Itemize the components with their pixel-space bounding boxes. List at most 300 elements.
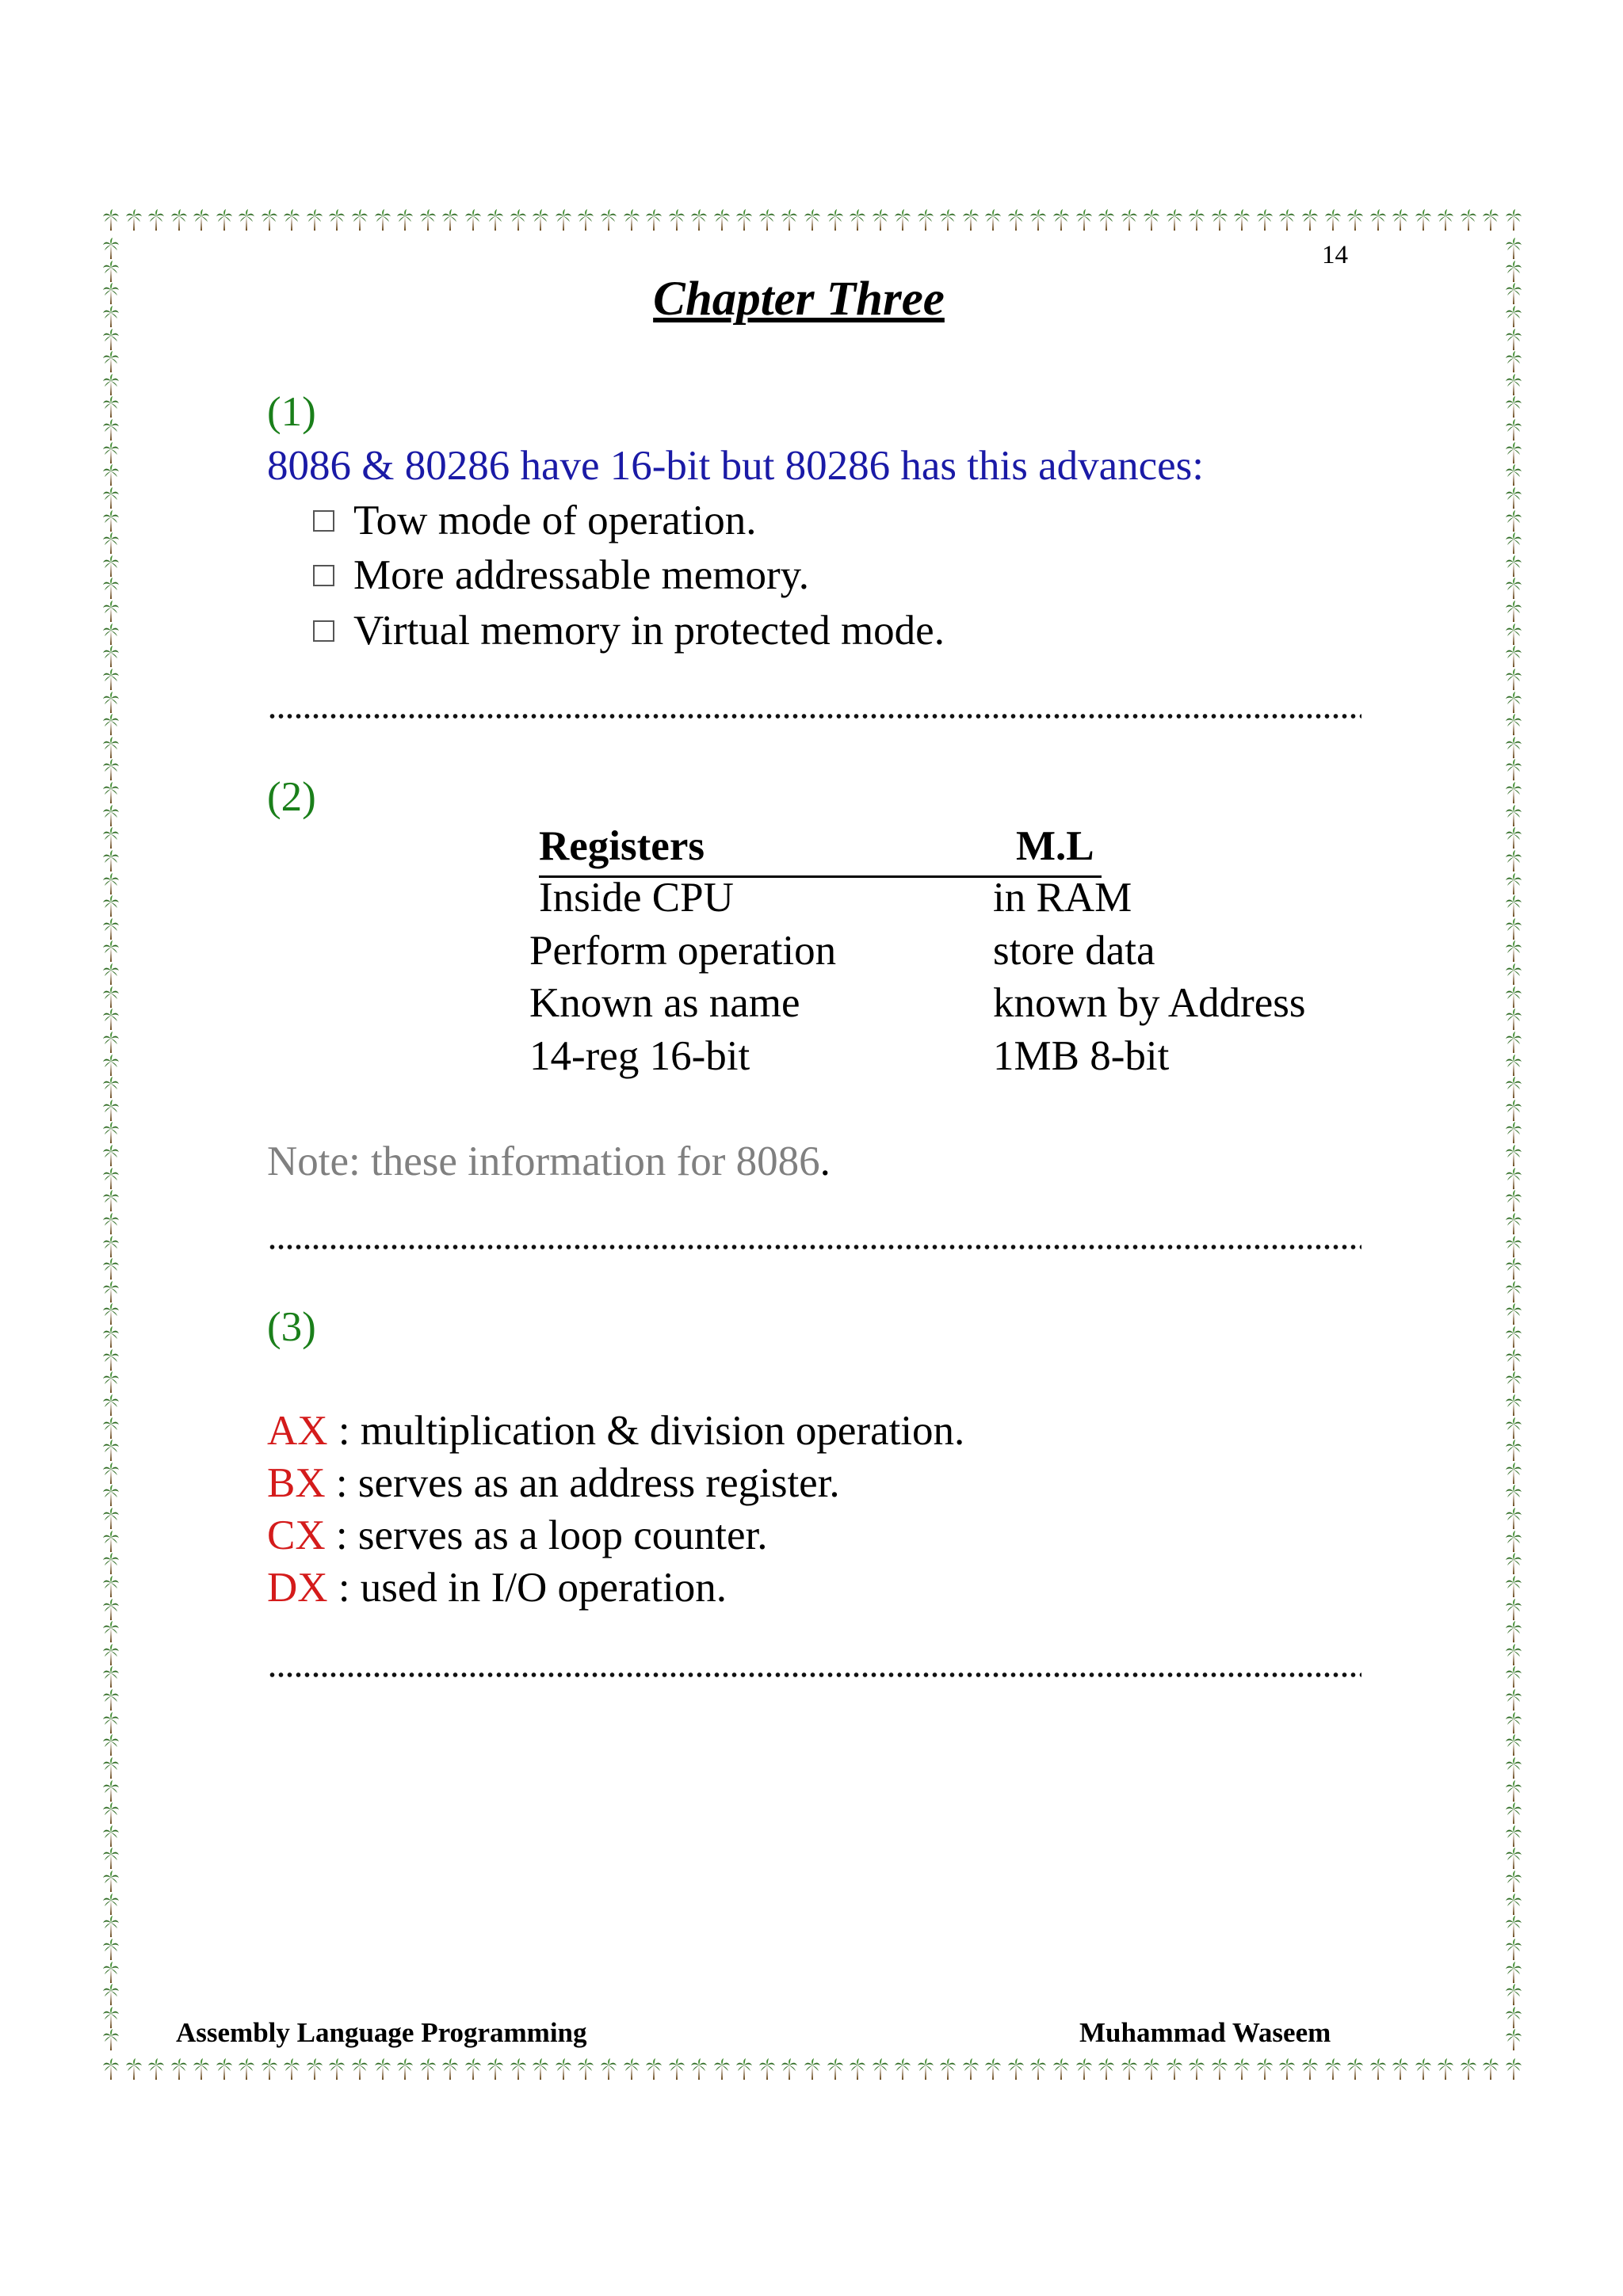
palm-tree-icon: [1506, 1984, 1522, 2006]
palm-tree-icon: [465, 209, 481, 231]
palm-tree-icon: [601, 2058, 617, 2081]
palm-tree-icon: [1008, 2058, 1024, 2081]
palm-tree-icon: [1506, 1802, 1522, 1825]
palm-tree-icon: [103, 1485, 119, 1507]
palm-tree-icon: [103, 1644, 119, 1666]
palm-tree-icon: [1076, 2058, 1092, 2081]
palm-tree-icon: [1483, 2058, 1499, 2081]
register-desc: : serves as a loop counter.: [325, 1512, 768, 1558]
palm-tree-icon: [1506, 692, 1522, 714]
palm-tree-icon: [1506, 895, 1522, 917]
palm-tree-icon: [103, 238, 119, 260]
palm-tree-icon: [1506, 1508, 1522, 1530]
palm-tree-icon: [1392, 2058, 1408, 2081]
palm-tree-icon: [1438, 2058, 1453, 2081]
palm-tree-icon: [895, 2058, 911, 2081]
palm-tree-icon: [804, 209, 820, 231]
palm-tree-icon: [103, 1508, 119, 1530]
register-desc: : serves as an address register.: [325, 1460, 840, 1506]
palm-tree-icon: [1370, 2058, 1386, 2081]
palm-tree-icon: [1257, 209, 1273, 231]
palm-tree-icon: [624, 2058, 640, 2081]
palm-tree-icon: [691, 2058, 707, 2081]
palm-tree-icon: [103, 1939, 119, 1961]
dotted-divider: [268, 713, 1361, 719]
palm-tree-icon: [103, 1984, 119, 2006]
palm-tree-icon: [284, 2058, 300, 2081]
palm-tree-icon: [510, 209, 526, 231]
palm-tree-icon: [1506, 510, 1522, 532]
palm-tree-icon: [1506, 669, 1522, 691]
section-1-label: (1): [267, 389, 316, 435]
palm-tree-icon: [1506, 940, 1522, 963]
palm-tree-icon: [1506, 396, 1522, 418]
palm-tree-icon: [624, 209, 640, 231]
bullet-item: [313, 497, 757, 544]
palm-tree-icon: [1506, 1168, 1522, 1190]
palm-tree-icon: [1030, 209, 1046, 231]
palm-tree-icon: [103, 1802, 119, 1825]
palm-tree-icon: [193, 2058, 209, 2081]
palm-tree-icon: [103, 1553, 119, 1575]
palm-tree-icon: [1506, 827, 1522, 849]
palm-tree-icon: [1506, 1485, 1522, 1507]
palm-tree-icon: [1506, 1894, 1522, 1916]
palm-tree-icon: [1189, 209, 1205, 231]
palm-tree-icon: [1053, 209, 1069, 231]
palm-tree-icon: [646, 209, 662, 231]
palm-tree-icon: [1030, 2058, 1046, 2081]
palm-tree-icon: [1234, 209, 1250, 231]
section-2-label: (2): [267, 774, 316, 820]
palm-tree-icon: [103, 1122, 119, 1144]
palm-tree-icon: [103, 601, 119, 623]
page-border-left: [103, 238, 119, 2052]
palm-tree-icon: [103, 510, 119, 532]
palm-tree-icon: [918, 2058, 934, 2081]
palm-tree-icon: [103, 850, 119, 872]
palm-tree-icon: [1506, 1644, 1522, 1666]
palm-tree-icon: [103, 532, 119, 555]
palm-tree-icon: [375, 209, 391, 231]
palm-tree-icon: [103, 805, 119, 827]
palm-tree-icon: [103, 714, 119, 736]
palm-tree-icon: [1506, 329, 1522, 351]
chapter-title: Chapter Three: [653, 273, 945, 326]
palm-tree-icon: [1506, 1055, 1522, 1077]
palm-tree-icon: [1506, 1122, 1522, 1144]
palm-tree-icon: [1279, 2058, 1295, 2081]
palm-tree-icon: [397, 2058, 413, 2081]
palm-tree-icon: [1438, 209, 1453, 231]
palm-tree-icon: [1506, 442, 1522, 464]
palm-tree-icon: [103, 1258, 119, 1280]
table-header-ml: M.L: [1016, 823, 1094, 869]
page-border-top: [103, 209, 1522, 231]
palm-tree-icon: [103, 1599, 119, 1621]
palm-tree-icon: [103, 419, 119, 441]
palm-tree-icon: [1506, 1916, 1522, 1938]
palm-tree-icon: [736, 209, 752, 231]
palm-tree-icon: [103, 1281, 119, 1303]
palm-tree-icon: [465, 2058, 481, 2081]
palm-tree-icon: [103, 1145, 119, 1167]
palm-tree-icon: [103, 1394, 119, 1417]
palm-tree-icon: [103, 1009, 119, 1031]
palm-tree-icon: [1506, 1077, 1522, 1099]
palm-tree-icon: [1347, 209, 1363, 231]
palm-tree-icon: [262, 2058, 277, 2081]
palm-tree-icon: [1506, 1213, 1522, 1235]
palm-tree-icon: [1506, 1939, 1522, 1961]
palm-tree-icon: [1461, 2058, 1476, 2081]
palm-tree-icon: [1506, 1440, 1522, 1462]
palm-tree-icon: [1506, 646, 1522, 668]
palm-tree-icon: [103, 351, 119, 373]
palm-tree-icon: [1506, 1666, 1522, 1688]
palm-tree-icon: [103, 1236, 119, 1258]
palm-tree-icon: [103, 1531, 119, 1553]
palm-tree-icon: [1098, 209, 1114, 231]
section-3-label: (3): [267, 1304, 316, 1350]
palm-tree-icon: [1098, 2058, 1114, 2081]
palm-tree-icon: [781, 2058, 797, 2081]
palm-tree-icon: [850, 209, 865, 231]
palm-tree-icon: [1121, 2058, 1137, 2081]
palm-tree-icon: [103, 759, 119, 781]
palm-tree-icon: [171, 2058, 187, 2081]
palm-tree-icon: [940, 209, 956, 231]
palm-tree-icon: [669, 2058, 685, 2081]
palm-tree-icon: [1506, 624, 1522, 646]
palm-tree-icon: [126, 2058, 142, 2081]
palm-tree-icon: [103, 1349, 119, 1371]
palm-tree-icon: [103, 646, 119, 668]
palm-tree-icon: [1506, 1417, 1522, 1440]
palm-tree-icon: [103, 329, 119, 351]
palm-tree-icon: [1167, 209, 1182, 231]
palm-tree-icon: [103, 963, 119, 986]
palm-tree-icon: [1257, 2058, 1273, 2081]
palm-tree-icon: [1279, 209, 1295, 231]
palm-tree-icon: [827, 209, 843, 231]
palm-tree-icon: [1076, 209, 1092, 231]
palm-tree-icon: [1234, 2058, 1250, 2081]
register-name: AX: [267, 1408, 328, 1454]
page-border-right: [1506, 238, 1522, 2052]
palm-tree-icon: [284, 209, 300, 231]
palm-tree-icon: [1506, 1757, 1522, 1779]
palm-tree-icon: [103, 1417, 119, 1440]
palm-tree-icon: [736, 2058, 752, 2081]
palm-tree-icon: [103, 464, 119, 486]
register-line-ax: [267, 1407, 964, 1455]
palm-tree-icon: [1302, 2058, 1318, 2081]
palm-tree-icon: [646, 2058, 662, 2081]
palm-tree-icon: [1506, 238, 1522, 260]
note-text: Note: these information for 8086: [267, 1138, 820, 1184]
palm-tree-icon: [103, 1463, 119, 1485]
section-1-intro: 8086 & 80286 have 16-bit but 80286 has this advances:: [267, 443, 1205, 489]
palm-tree-icon: [1506, 1576, 1522, 1598]
register-line-bx: [267, 1459, 840, 1507]
palm-tree-icon: [103, 827, 119, 849]
palm-tree-icon: [1325, 2058, 1341, 2081]
section-2-note: [267, 1138, 831, 1185]
palm-tree-icon: [714, 209, 730, 231]
palm-tree-icon: [103, 986, 119, 1009]
palm-tree-icon: [759, 2058, 775, 2081]
palm-tree-icon: [1506, 1032, 1522, 1054]
palm-tree-icon: [1506, 805, 1522, 827]
palm-tree-icon: [1506, 986, 1522, 1009]
table-cell: in RAM: [993, 875, 1132, 921]
palm-tree-icon: [1506, 1531, 1522, 1553]
palm-tree-icon: [1144, 209, 1159, 231]
palm-tree-icon: [103, 1576, 119, 1598]
palm-tree-icon: [103, 1303, 119, 1325]
palm-tree-icon: [1506, 873, 1522, 895]
palm-tree-icon: [103, 2029, 119, 2051]
palm-tree-icon: [103, 209, 119, 231]
register-line-cx: [267, 1512, 767, 1559]
footer-left: Assembly Language Programming: [176, 2017, 587, 2048]
palm-tree-icon: [1506, 963, 1522, 986]
palm-tree-icon: [103, 442, 119, 464]
palm-tree-icon: [329, 209, 345, 231]
palm-tree-icon: [1506, 464, 1522, 486]
palm-tree-icon: [1506, 1553, 1522, 1575]
palm-tree-icon: [940, 2058, 956, 2081]
bullet-text: Virtual memory in protected mode.: [353, 608, 945, 654]
palm-tree-icon: [1370, 209, 1386, 231]
palm-tree-icon: [873, 209, 888, 231]
palm-tree-icon: [103, 692, 119, 714]
palm-tree-icon: [103, 1168, 119, 1190]
palm-tree-icon: [103, 374, 119, 396]
palm-tree-icon: [487, 209, 503, 231]
palm-tree-icon: [1302, 209, 1318, 231]
palm-tree-icon: [1506, 1962, 1522, 1984]
palm-tree-icon: [103, 669, 119, 691]
palm-tree-icon: [103, 1848, 119, 1870]
palm-tree-icon: [850, 2058, 865, 2081]
bullet-item: [313, 607, 945, 654]
table-cell: store data: [993, 928, 1155, 974]
palm-tree-icon: [985, 209, 1001, 231]
bullet-text: More addressable memory.: [353, 552, 809, 598]
palm-tree-icon: [1506, 2058, 1522, 2081]
palm-tree-icon: [1506, 351, 1522, 373]
palm-tree-icon: [1506, 2029, 1522, 2051]
palm-tree-icon: [103, 873, 119, 895]
palm-tree-icon: [1506, 1371, 1522, 1394]
palm-tree-icon: [1506, 1848, 1522, 1870]
palm-tree-icon: [601, 209, 617, 231]
palm-tree-icon: [216, 209, 232, 231]
palm-tree-icon: [103, 1962, 119, 1984]
palm-tree-icon: [262, 209, 277, 231]
palm-tree-icon: [103, 1871, 119, 1893]
palm-tree-icon: [918, 209, 934, 231]
palm-tree-icon: [1506, 1236, 1522, 1258]
palm-tree-icon: [1506, 578, 1522, 600]
palm-tree-icon: [148, 209, 164, 231]
palm-tree-icon: [714, 2058, 730, 2081]
palm-tree-icon: [375, 2058, 391, 2081]
palm-tree-icon: [103, 1100, 119, 1122]
palm-tree-icon: [103, 1326, 119, 1348]
bullet-text: Tow mode of operation.: [353, 498, 757, 543]
palm-tree-icon: [1325, 209, 1341, 231]
palm-tree-icon: [148, 2058, 164, 2081]
palm-tree-icon: [103, 1032, 119, 1054]
palm-tree-icon: [1415, 2058, 1431, 2081]
palm-tree-icon: [1008, 209, 1024, 231]
palm-tree-icon: [759, 209, 775, 231]
dotted-divider: [268, 1672, 1361, 1678]
palm-tree-icon: [103, 1190, 119, 1212]
palm-tree-icon: [103, 624, 119, 646]
register-name: BX: [267, 1460, 326, 1506]
table-cell: Inside CPU: [539, 875, 734, 921]
palm-tree-icon: [1392, 209, 1408, 231]
palm-tree-icon: [103, 1371, 119, 1394]
palm-tree-icon: [1506, 759, 1522, 781]
palm-tree-icon: [873, 2058, 888, 2081]
palm-tree-icon: [1347, 2058, 1363, 2081]
checkbox-icon: [313, 510, 334, 532]
palm-tree-icon: [103, 1055, 119, 1077]
palm-tree-icon: [963, 2058, 979, 2081]
palm-tree-icon: [103, 1213, 119, 1235]
palm-tree-icon: [103, 782, 119, 804]
palm-tree-icon: [1506, 850, 1522, 872]
bullet-item: [313, 551, 809, 599]
palm-tree-icon: [420, 209, 436, 231]
palm-tree-icon: [1506, 1258, 1522, 1280]
palm-tree-icon: [804, 2058, 820, 2081]
palm-tree-icon: [669, 209, 685, 231]
palm-tree-icon: [1506, 532, 1522, 555]
palm-tree-icon: [1506, 209, 1522, 231]
palm-tree-icon: [556, 209, 571, 231]
palm-tree-icon: [103, 396, 119, 418]
palm-tree-icon: [1506, 2007, 1522, 2029]
palm-tree-icon: [1506, 1281, 1522, 1303]
palm-tree-icon: [103, 555, 119, 578]
palm-tree-icon: [963, 209, 979, 231]
register-desc: : multiplication & division operation.: [327, 1408, 965, 1454]
palm-tree-icon: [1212, 2058, 1228, 2081]
palm-tree-icon: [216, 2058, 232, 2081]
palm-tree-icon: [352, 2058, 368, 2081]
palm-tree-icon: [1506, 714, 1522, 736]
register-name: DX: [267, 1565, 328, 1611]
dotted-divider: [268, 1244, 1361, 1250]
palm-tree-icon: [103, 1916, 119, 1938]
palm-tree-icon: [1506, 487, 1522, 509]
palm-tree-icon: [103, 1712, 119, 1734]
palm-tree-icon: [691, 209, 707, 231]
palm-tree-icon: [103, 1757, 119, 1779]
palm-tree-icon: [985, 2058, 1001, 2081]
palm-tree-icon: [103, 2007, 119, 2029]
palm-tree-icon: [103, 1621, 119, 1643]
palm-tree-icon: [420, 2058, 436, 2081]
page-border-bottom: [103, 2058, 1522, 2081]
palm-tree-icon: [239, 209, 254, 231]
palm-tree-icon: [1483, 209, 1499, 231]
table-cell: 1MB 8-bit: [993, 1033, 1170, 1079]
palm-tree-icon: [533, 2058, 548, 2081]
palm-tree-icon: [1506, 1599, 1522, 1621]
palm-tree-icon: [1506, 1326, 1522, 1348]
palm-tree-icon: [442, 2058, 458, 2081]
palm-tree-icon: [1506, 1621, 1522, 1643]
palm-tree-icon: [103, 1894, 119, 1916]
table-header-registers: Registers: [539, 823, 705, 869]
palm-tree-icon: [827, 2058, 843, 2081]
palm-tree-icon: [193, 209, 209, 231]
palm-tree-icon: [352, 209, 368, 231]
palm-tree-icon: [556, 2058, 571, 2081]
table-cell: Perform operation: [529, 928, 837, 974]
palm-tree-icon: [1506, 737, 1522, 759]
palm-tree-icon: [329, 2058, 345, 2081]
palm-tree-icon: [103, 940, 119, 963]
palm-tree-icon: [533, 209, 548, 231]
palm-tree-icon: [1506, 1303, 1522, 1325]
palm-tree-icon: [1506, 1712, 1522, 1734]
palm-tree-icon: [1506, 601, 1522, 623]
palm-tree-icon: [442, 209, 458, 231]
palm-tree-icon: [1506, 1780, 1522, 1802]
checkbox-icon: [313, 620, 334, 642]
palm-tree-icon: [239, 2058, 254, 2081]
palm-tree-icon: [1506, 419, 1522, 441]
palm-tree-icon: [578, 209, 594, 231]
palm-tree-icon: [1189, 2058, 1205, 2081]
palm-tree-icon: [1506, 1145, 1522, 1167]
register-name: CX: [267, 1512, 326, 1558]
palm-tree-icon: [1053, 2058, 1069, 2081]
palm-tree-icon: [103, 487, 119, 509]
palm-tree-icon: [1506, 1190, 1522, 1212]
palm-tree-icon: [103, 2058, 119, 2081]
palm-tree-icon: [103, 578, 119, 600]
palm-tree-icon: [1121, 209, 1137, 231]
palm-tree-icon: [307, 209, 323, 231]
palm-tree-icon: [103, 1734, 119, 1756]
palm-tree-icon: [1506, 1009, 1522, 1031]
palm-tree-icon: [1506, 1689, 1522, 1711]
table-cell: 14-reg 16-bit: [529, 1033, 750, 1079]
palm-tree-icon: [103, 1666, 119, 1688]
palm-tree-icon: [103, 1825, 119, 1848]
palm-tree-icon: [1506, 1825, 1522, 1848]
palm-tree-icon: [510, 2058, 526, 2081]
table-cell: Known as name: [529, 980, 800, 1026]
palm-tree-icon: [1506, 1349, 1522, 1371]
palm-tree-icon: [1506, 1394, 1522, 1417]
palm-tree-icon: [103, 1689, 119, 1711]
palm-tree-icon: [1461, 209, 1476, 231]
palm-tree-icon: [126, 209, 142, 231]
table-cell: known by Address: [993, 980, 1306, 1026]
palm-tree-icon: [1212, 209, 1228, 231]
palm-tree-icon: [103, 1077, 119, 1099]
